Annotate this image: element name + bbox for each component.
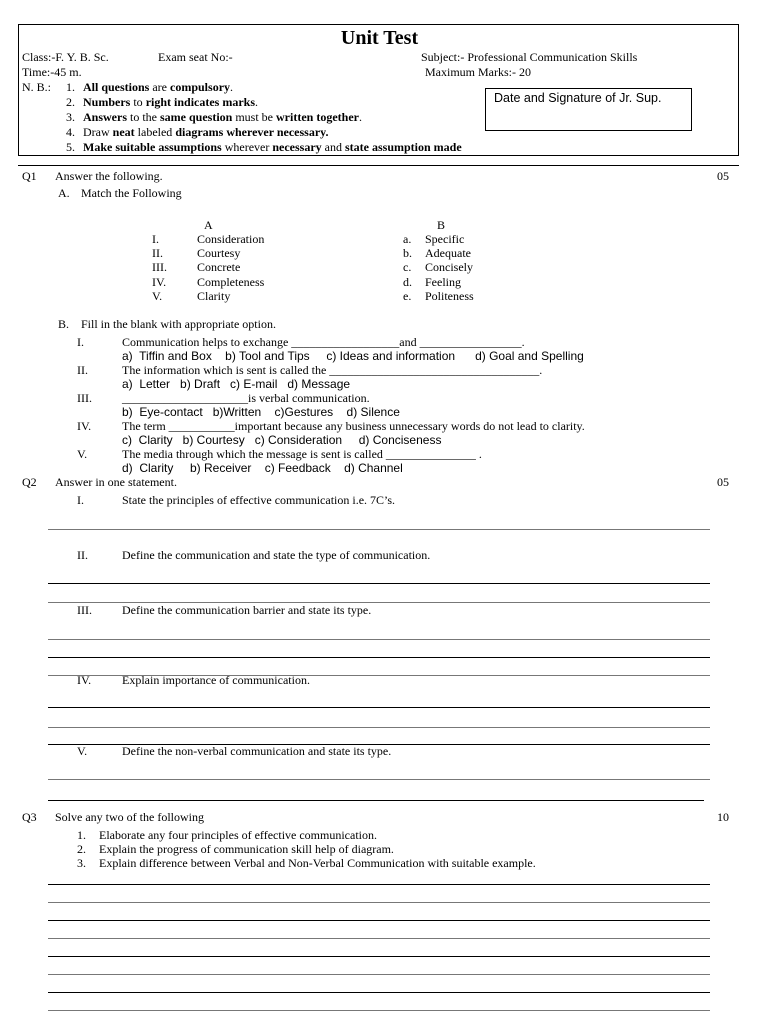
fill-item-question: The information which is sent is called the ___________________________________. [122, 363, 543, 377]
answer-line [48, 1010, 710, 1011]
match-item-letter: c. [403, 260, 412, 275]
q1-number: Q1 [22, 169, 37, 183]
answer-line [48, 583, 710, 584]
answer-line [48, 602, 710, 603]
instruction-number: 5. [66, 140, 75, 154]
instruction-text [83, 95, 258, 110]
instruction-fragment: Answers [83, 110, 127, 124]
instruction-text [83, 140, 462, 155]
q3-marks: 10 [717, 810, 729, 824]
instruction-number: 1. [66, 80, 75, 94]
instruction-fragment: . [230, 80, 234, 94]
match-item-letter: d. [403, 274, 412, 289]
instruction-fragment: must be [232, 110, 277, 124]
q2-item-number: II. [77, 548, 88, 562]
q3-item-question: Explain difference between Verbal and Non-Verbal Communication with suitable example. [99, 856, 536, 870]
fill-item-question: _____________________is verbal communication. [122, 391, 370, 405]
q1-marks: 05 [717, 169, 729, 183]
q1-title: Answer the following. [55, 169, 163, 183]
instruction-text [83, 110, 362, 125]
match-item-letter: b. [403, 246, 412, 261]
match-col-a-header: A [204, 218, 213, 232]
answer-line [48, 727, 710, 728]
page-title: Unit Test [340, 27, 419, 49]
q2-item-question: Define the non-verbal communication and state its type. [122, 744, 392, 758]
match-item-b: Adequate [425, 246, 471, 261]
instruction-fragment: same question [160, 110, 233, 124]
fill-item-number: IV. [77, 419, 92, 433]
answer-line [48, 956, 710, 957]
instruction-fragment: and [321, 140, 345, 154]
instruction-fragment: state assumption made [345, 140, 462, 154]
q3-item-number: 3. [77, 856, 86, 870]
fill-item-question: The media through which the message is sent is called _______________ . [122, 447, 482, 461]
answer-line [48, 675, 710, 676]
instruction-text [83, 125, 329, 140]
q3-item-question: Explain the progress of communication skill help of diagram. [99, 842, 394, 856]
match-item-number: I. [152, 232, 159, 246]
q2-item-number: IV. [77, 673, 92, 687]
answer-line [48, 920, 710, 921]
q3-title: Solve any two of the following [55, 810, 204, 824]
subject-label: Subject:- Professional Communication Skills [421, 50, 638, 64]
match-item-number: II. [152, 246, 163, 261]
instruction-fragment: diagrams wherever necessary. [175, 125, 329, 139]
instruction-fragment: necessary [272, 140, 322, 154]
match-item-b: Concisely [425, 260, 473, 275]
match-item-letter: a. [403, 232, 412, 246]
instruction-fragment: written together [276, 110, 359, 124]
instruction-fragment: wherever [221, 140, 273, 154]
match-item-a: Courtesy [197, 246, 241, 261]
q2-item-number: III. [77, 603, 92, 617]
q1a-label: A. [58, 186, 70, 200]
instruction-fragment: compulsory [170, 80, 231, 94]
answer-line [48, 779, 710, 780]
answer-line [48, 938, 710, 939]
instruction-fragment: . [255, 95, 259, 109]
q3-number: Q3 [22, 810, 37, 824]
fill-item-number: II. [77, 363, 88, 377]
time-label: Time:-45 m. [22, 65, 82, 79]
q3-item-number: 2. [77, 842, 86, 856]
signature-box: Date and Signature of Jr. Sup. [485, 88, 692, 131]
instruction-fragment: All questions [83, 80, 150, 94]
q2-marks: 05 [717, 475, 729, 489]
instruction-fragment: Make suitable assumptions [83, 140, 222, 154]
fill-item-number: III. [77, 391, 92, 405]
match-item-a: Consideration [197, 232, 265, 246]
match-item-number: V. [152, 288, 163, 303]
q2-item-number: I. [77, 493, 84, 507]
instruction-fragment: are [149, 80, 171, 94]
fill-item-question: The term ___________important because any business unnecessary words do not lead to clarity. [122, 419, 585, 433]
q3-item-number: 1. [77, 828, 86, 842]
answer-line [48, 707, 710, 708]
q2-item-number: V. [77, 744, 88, 758]
instruction-fragment: neat [112, 125, 135, 139]
fill-item-options: d) Clarity b) Receiver c) Feedback d) Channel [122, 461, 403, 475]
answer-line [48, 639, 710, 640]
q2-item-question: Define the communication and state the type of communication. [122, 548, 431, 562]
q2-item-question: State the principles of effective communication i.e. 7C’s. [122, 493, 396, 507]
match-item-number: IV. [152, 274, 167, 289]
header-divider [18, 165, 739, 166]
match-item-letter: e. [403, 288, 412, 303]
q3-item-question: Elaborate any four principles of effective communication. [99, 828, 378, 842]
match-item-b: Feeling [425, 274, 461, 289]
instruction-fragment: . [358, 110, 362, 124]
match-item-a: Completeness [197, 274, 265, 289]
marks-label: Maximum Marks:- 20 [425, 65, 531, 79]
instruction-number: 4. [66, 125, 75, 139]
answer-line [48, 657, 710, 658]
nb-label: N. B.: [22, 80, 52, 94]
q2-title: Answer in one statement. [55, 475, 177, 489]
answer-line [48, 902, 710, 903]
answer-line [48, 974, 710, 975]
seat-label: Exam seat No:- [158, 50, 233, 64]
answer-line [48, 529, 710, 530]
match-item-b: Politeness [425, 288, 474, 303]
fill-item-number: I. [77, 335, 84, 349]
fill-item-options: c) Clarity b) Courtesy c) Consideration d) Conciseness [122, 433, 442, 447]
q1b-title: Fill in the blank with appropriate option. [81, 317, 276, 331]
instruction-number: 3. [66, 110, 75, 124]
q1a-title: Match the Following [81, 186, 182, 200]
fill-item-options: a) Letter b) Draft c) E-mail d) Message [122, 377, 351, 391]
match-item-a: Concrete [197, 260, 241, 275]
instruction-fragment: Draw [83, 125, 113, 139]
fill-item-options: b) Eye-contact b)Written c)Gestures d) Silence [122, 405, 400, 419]
fill-item-number: V. [77, 447, 88, 461]
instruction-fragment: right indicates marks [145, 95, 256, 109]
instruction-text [83, 80, 233, 95]
match-col-b-header: B [437, 218, 446, 232]
answer-line [48, 744, 710, 745]
answer-line [48, 992, 710, 993]
match-item-a: Clarity [197, 288, 231, 303]
fill-item-options: a) Tiffin and Box b) Tool and Tips c) Ideas and information d) Goal and Spelling [122, 349, 584, 363]
match-item-number: III. [152, 260, 167, 275]
q2-item-question: Explain importance of communication. [122, 673, 310, 687]
match-item-b: Specific [425, 232, 465, 246]
q2-number: Q2 [22, 475, 37, 489]
answer-line [48, 800, 704, 801]
answer-line [48, 884, 710, 885]
q2-item-question: Define the communication barrier and state its type. [122, 603, 372, 617]
instruction-fragment: Numbers [83, 95, 131, 109]
instruction-fragment: to the [127, 110, 160, 124]
class-label: Class:-F. Y. B. Sc. [22, 50, 109, 64]
q1b-label: B. [58, 317, 70, 331]
instruction-number: 2. [66, 95, 75, 109]
fill-item-question: Communication helps to exchange __________________and _________________. [122, 335, 525, 349]
instruction-fragment: labeled [134, 125, 176, 139]
instruction-fragment: to [130, 95, 146, 109]
